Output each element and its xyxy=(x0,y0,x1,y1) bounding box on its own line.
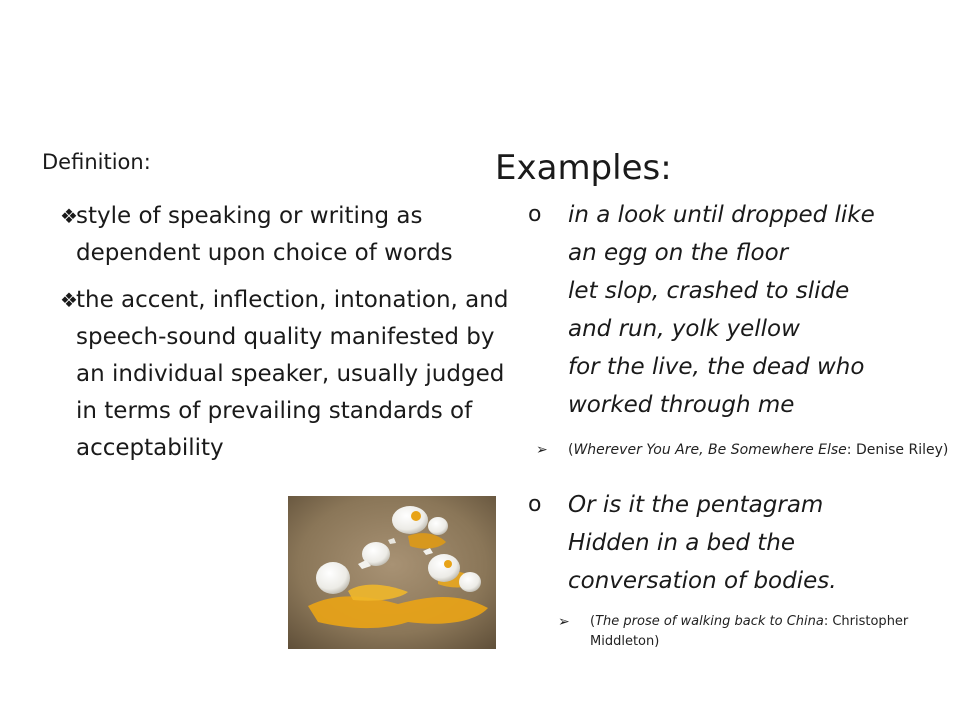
diamond-bullet-icon: ❖ xyxy=(60,204,78,228)
diamond-bullet-icon: ❖ xyxy=(60,288,78,312)
citation-close: ) xyxy=(654,634,660,649)
citation xyxy=(536,440,958,461)
example-item xyxy=(528,486,928,600)
definition-item xyxy=(60,198,515,272)
citation-author: : Christopher Middleton xyxy=(590,614,909,649)
examples-title: Examples: xyxy=(495,148,672,188)
citation-work: The prose of walking back to China xyxy=(595,614,824,629)
example-line: in a look until dropped like xyxy=(568,202,875,228)
citation-open: ( xyxy=(568,442,574,458)
example-line: conversation of bodies. xyxy=(568,568,837,594)
citation xyxy=(558,612,950,652)
citation-author: : Denise Riley xyxy=(846,442,943,458)
citation-open: ( xyxy=(590,614,596,629)
citation-close: ) xyxy=(942,442,949,458)
example-line: worked through me xyxy=(568,392,795,418)
circle-bullet-icon: o xyxy=(528,202,542,227)
examples-list xyxy=(528,196,928,424)
definition-text: the accent, inflection, intonation, and speech-sound quality manifested by an individual speaker, usually judged in terms of prevailing standards of acceptability xyxy=(76,287,509,461)
definition-label: Definition: xyxy=(42,150,151,174)
definition-text: style of speaking or writing as dependent upon choice of words xyxy=(76,203,453,266)
definition-list xyxy=(60,198,515,477)
example-line: for the live, the dead who xyxy=(568,354,865,380)
example-line: and run, yolk yellow xyxy=(568,316,800,342)
example-line: Or is it the pentagram xyxy=(568,492,824,518)
example-item xyxy=(528,196,928,424)
arrow-bullet-icon: ➢ xyxy=(536,442,548,458)
arrow-bullet-icon: ➢ xyxy=(558,614,570,630)
citation-work: Wherever You Are, Be Somewhere Else xyxy=(573,442,847,458)
examples-list-2 xyxy=(528,486,928,600)
broken-eggs-image xyxy=(288,496,496,649)
example-line: Hidden in a bed the xyxy=(568,530,796,556)
circle-bullet-icon: o xyxy=(528,492,542,517)
example-line: let slop, crashed to slide xyxy=(568,278,850,304)
definition-item xyxy=(60,282,515,467)
example-line: an egg on the floor xyxy=(568,240,789,266)
